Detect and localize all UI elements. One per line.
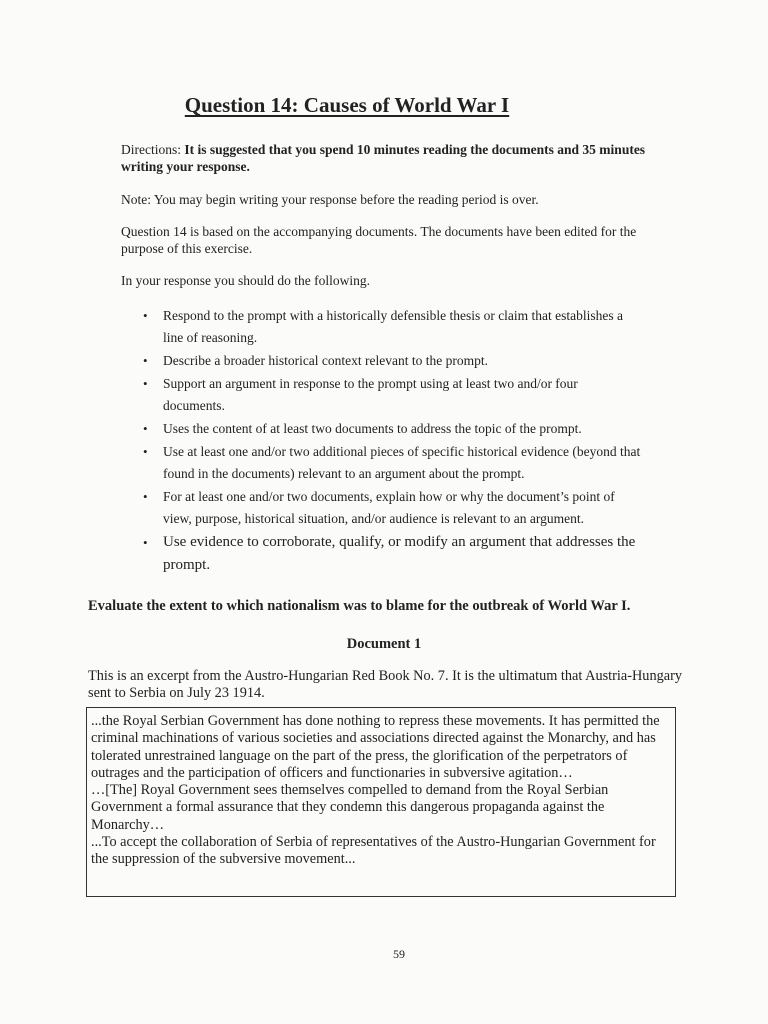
- directions-instructions: It is suggested that you spend 10 minutes reading the documents and 35 minutes writing your response.: [121, 142, 646, 174]
- bullet-icon: •: [143, 535, 148, 550]
- directions-text: [121, 141, 666, 175]
- document-excerpt-box: [86, 707, 676, 897]
- list-item-text: Use at least one and/or two additional pieces of specific historical evidence (beyond that found in the documents) relevant to an argument about the prompt.: [163, 444, 641, 481]
- list-item-text: Use evidence to corroborate, qualify, or modify an argument that addresses the prompt.: [163, 534, 636, 573]
- excerpt-paragraph: ...To accept the collaboration of Serbia of representatives of the Austro-Hungarian Government for the suppression of the subversive movement...: [91, 834, 656, 868]
- bullet-icon: •: [143, 353, 148, 368]
- list-item-text: Respond to the prompt with a historically defensible thesis or claim that establishes a line of reasoning.: [163, 308, 624, 345]
- list-item-text: Describe a broader historical context relevant to the prompt.: [163, 353, 489, 368]
- list-item: [141, 486, 641, 530]
- list-item: [141, 373, 641, 417]
- list-item-text: Uses the content of at least two documents to address the topic of the prompt.: [163, 421, 582, 436]
- list-item: [141, 531, 641, 577]
- excerpt-paragraph: …[The] Royal Government sees themselves compelled to demand from the Royal Serbian Government a formal assurance that they condemn this dangerous propaganda against the Monarchy…: [91, 782, 609, 833]
- list-item-text: For at least one and/or two documents, explain how or why the document’s point of view, purpose, historical situation, and/or audience is relevant to an argument.: [163, 489, 615, 526]
- document-intro: This is an excerpt from the Austro-Hungarian Red Book No. 7. It is the ultimatum that Austria-Hungary sent to Serbia on July 23 1914.: [88, 668, 683, 701]
- list-item: [141, 305, 641, 349]
- bullet-icon: •: [143, 444, 148, 459]
- instructions-intro: In your response you should do the following.: [121, 273, 370, 288]
- excerpt-paragraph: ...the Royal Serbian Government has done nothing to repress these movements. It has permitted the criminal machinations of various societies and associations directed against the Monarchy, and has tolerated unrestrained language on the part of the press, the glorification of the perpetrators of outrages and the participation of officers and functionaries in subversive agitation…: [91, 713, 660, 781]
- based-on-text: Question 14 is based on the accompanying documents. The documents have been edited for the purpose of this exercise.: [121, 224, 637, 256]
- note-text: Note: You may begin writing your response before the reading period is over.: [121, 192, 539, 207]
- bullet-icon: •: [143, 308, 148, 323]
- requirements-list: [141, 305, 641, 578]
- page-title: Question 14: Causes of World War I: [184, 93, 510, 117]
- page-number: 59: [393, 947, 405, 961]
- list-item: [141, 350, 641, 372]
- list-item-text: Support an argument in response to the prompt using at least two and/or four documents.: [163, 376, 578, 413]
- directions-label: Directions:: [121, 142, 181, 157]
- essay-prompt: Evaluate the extent to which nationalism was to blame for the outbreak of World War I.: [88, 598, 631, 614]
- bullet-icon: •: [143, 421, 148, 436]
- list-item: [141, 441, 641, 485]
- bullet-icon: •: [143, 489, 148, 504]
- bullet-icon: •: [143, 376, 148, 391]
- list-item: [141, 418, 641, 440]
- document-title: Document 1: [346, 636, 422, 652]
